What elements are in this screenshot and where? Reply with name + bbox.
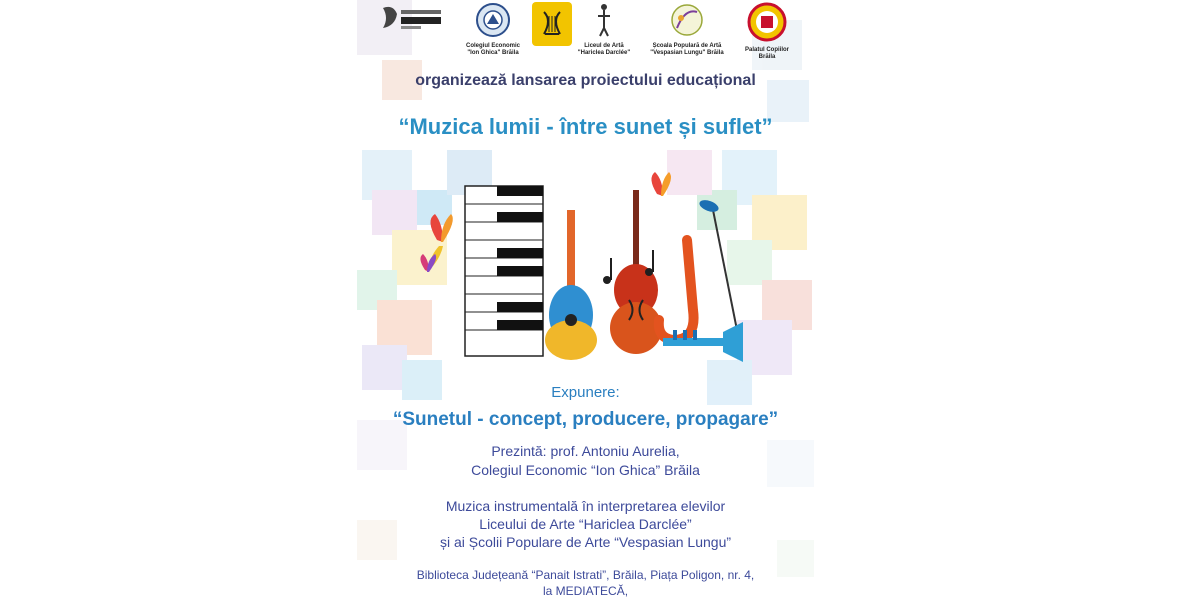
butterfly-icon	[651, 172, 671, 196]
arts-high-school-logo-icon	[592, 2, 616, 38]
music-line: Liceului de Arte “Hariclea Darclée”	[479, 516, 692, 532]
music-line: și ai Școlii Populare de Arte “Vespasian Lungu”	[439, 534, 732, 550]
library-logo-icon	[375, 2, 445, 34]
trumpet-icon	[663, 322, 743, 362]
partner-logos-row	[357, 0, 814, 62]
logo-caption: Școala Populară de Artă "Vespasian Lungu" Brăila	[650, 43, 724, 56]
economic-college-logo-icon	[473, 2, 513, 38]
logo-caption: Colegiul Economic "Ion Ghica" Brăila	[465, 43, 520, 56]
logo-children-palace	[732, 2, 802, 61]
logo-caption: Liceul de Artă "Hariclea Darclée"	[577, 43, 631, 56]
logo-folk-arts-school	[647, 2, 727, 57]
event-poster	[357, 0, 814, 600]
butterfly-icon	[420, 254, 436, 272]
logo-lyre	[531, 2, 573, 51]
lyre-logo-icon	[532, 2, 572, 46]
exposition-title: “Sunetul - concept, producere, propagare”	[392, 409, 779, 430]
music-instruments-illustration	[417, 150, 757, 375]
violin-icon	[610, 190, 662, 354]
music-line: Muzica instrumentală în interpretarea elevilor	[445, 498, 726, 514]
folk-arts-school-logo-icon	[667, 2, 707, 38]
logo-caption: Palatul Copiilor Brăila	[744, 47, 789, 60]
venue-line: Biblioteca Județeană “Panait Istrati”, Brăila, Piața Poligon, nr. 4,	[416, 568, 755, 582]
children-palace-logo-icon	[747, 2, 787, 42]
microphone-icon	[698, 198, 737, 330]
logo-economic-college	[457, 2, 529, 57]
logo-arts-high-school	[569, 2, 639, 57]
organizes-heading: organizează lansarea proiectului educațional	[415, 72, 756, 89]
saxophone-icon	[659, 240, 694, 340]
presenter-line: Prezintă: prof. Antoniu Aurelia,	[491, 443, 680, 459]
presenter-school-line: Colegiul Economic “Ion Ghica” Brăila	[471, 462, 700, 478]
exposition-label: Expunere:	[551, 384, 620, 401]
piano-keys-icon	[465, 186, 543, 356]
venue-line: la MEDIATECĂ,	[542, 584, 629, 598]
guitar-icon	[545, 210, 597, 360]
project-title: “Muzica lumii - între sunet și suflet”	[398, 114, 773, 139]
logo-library	[375, 2, 445, 39]
